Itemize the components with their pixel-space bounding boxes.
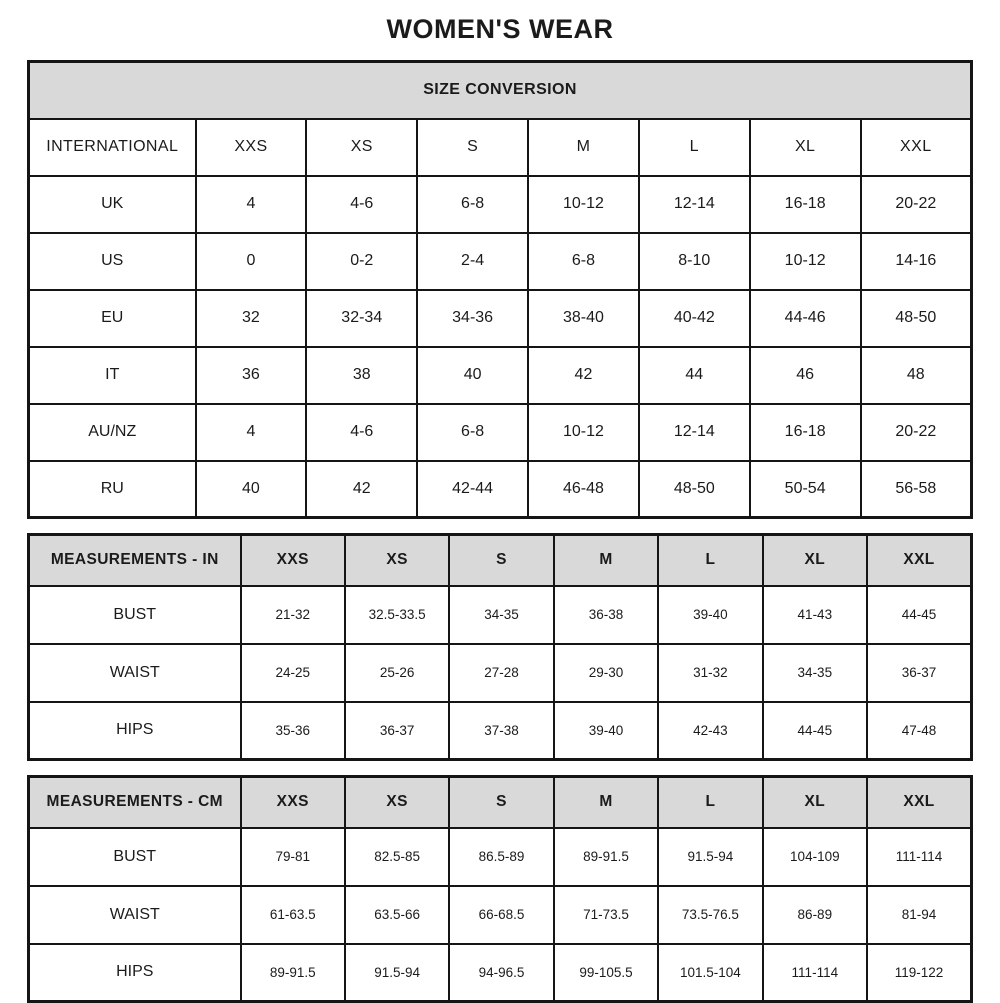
cell-value: 44-45: [867, 586, 971, 644]
cell-value: 4: [196, 176, 307, 233]
size-column-header: XL: [763, 535, 867, 586]
cell-value: 39-40: [658, 586, 762, 644]
cell-value: 91.5-94: [658, 828, 762, 886]
cell-value: 101.5-104: [658, 944, 762, 1002]
cell-value: 73.5-76.5: [658, 886, 762, 944]
cell-value: 56-58: [861, 461, 972, 518]
size-column-header: XL: [763, 777, 867, 828]
size-column-header: L: [658, 777, 762, 828]
cell-value: 42-44: [417, 461, 528, 518]
size-column-header: XXS: [241, 777, 345, 828]
header-row: [29, 777, 972, 828]
cell-value: 2-4: [417, 233, 528, 290]
row-label: WAIST: [29, 644, 241, 702]
cell-value: 10-12: [528, 176, 639, 233]
row-label: RU: [29, 461, 196, 518]
cell-value: 34-35: [763, 644, 867, 702]
size-column-header: XXS: [196, 119, 307, 176]
cell-value: 34-35: [449, 586, 553, 644]
cell-value: 61-63.5: [241, 886, 345, 944]
cell-value: 50-54: [750, 461, 861, 518]
row-label: HIPS: [29, 702, 241, 760]
row-label: EU: [29, 290, 196, 347]
cell-value: 104-109: [763, 828, 867, 886]
cell-value: 42-43: [658, 702, 762, 760]
cell-value: 37-38: [449, 702, 553, 760]
size-column-header: XS: [345, 777, 449, 828]
size-column-header: S: [449, 535, 553, 586]
cell-value: 40: [196, 461, 307, 518]
row-label: WAIST: [29, 886, 241, 944]
data-row: [29, 404, 972, 461]
cell-value: 4: [196, 404, 307, 461]
data-row: [29, 702, 972, 760]
cell-value: 48: [861, 347, 972, 404]
data-row: [29, 461, 972, 518]
header-row: [29, 119, 972, 176]
data-row: [29, 944, 972, 1002]
data-row: [29, 828, 972, 886]
cell-value: 89-91.5: [241, 944, 345, 1002]
data-row: [29, 644, 972, 702]
cell-value: 44-45: [763, 702, 867, 760]
cell-value: 111-114: [867, 828, 971, 886]
cell-value: 36: [196, 347, 307, 404]
measurements-in-table-body: [29, 535, 972, 760]
row-label: HIPS: [29, 944, 241, 1002]
data-row: [29, 586, 972, 644]
cell-value: 119-122: [867, 944, 971, 1002]
data-row: [29, 290, 972, 347]
cell-value: 4-6: [306, 176, 417, 233]
cell-value: 41-43: [763, 586, 867, 644]
cell-value: 48-50: [861, 290, 972, 347]
cell-value: 24-25: [241, 644, 345, 702]
cell-value: 25-26: [345, 644, 449, 702]
cell-value: 89-91.5: [554, 828, 658, 886]
cell-value: 94-96.5: [449, 944, 553, 1002]
page-title: WOMEN'S WEAR: [386, 14, 614, 44]
cell-value: 71-73.5: [554, 886, 658, 944]
size-column-header: XXL: [867, 535, 971, 586]
size-conversion-table: [27, 60, 973, 519]
cell-value: 27-28: [449, 644, 553, 702]
cell-value: 10-12: [750, 233, 861, 290]
size-column-header: XXL: [861, 119, 972, 176]
row-label-header: INTERNATIONAL: [29, 119, 196, 176]
cell-value: 16-18: [750, 404, 861, 461]
size-column-header: L: [639, 119, 750, 176]
cell-value: 8-10: [639, 233, 750, 290]
cell-value: 91.5-94: [345, 944, 449, 1002]
cell-value: 82.5-85: [345, 828, 449, 886]
row-label: BUST: [29, 828, 241, 886]
cell-value: 42: [528, 347, 639, 404]
cell-value: 79-81: [241, 828, 345, 886]
cell-value: 6-8: [417, 176, 528, 233]
cell-value: 40: [417, 347, 528, 404]
cell-value: 21-32: [241, 586, 345, 644]
row-label-header: MEASUREMENTS - CM: [29, 777, 241, 828]
size-column-header: XXS: [241, 535, 345, 586]
size-column-header: S: [417, 119, 528, 176]
cell-value: 44-46: [750, 290, 861, 347]
cell-value: 66-68.5: [449, 886, 553, 944]
cell-value: 36-38: [554, 586, 658, 644]
cell-value: 32: [196, 290, 307, 347]
cell-value: 38-40: [528, 290, 639, 347]
cell-value: 44: [639, 347, 750, 404]
cell-value: 20-22: [861, 404, 972, 461]
cell-value: 39-40: [554, 702, 658, 760]
cell-value: 16-18: [750, 176, 861, 233]
cell-value: 4-6: [306, 404, 417, 461]
cell-value: 32.5-33.5: [345, 586, 449, 644]
cell-value: 48-50: [639, 461, 750, 518]
measurements-cm-table-body: [29, 777, 972, 1002]
size-column-header: XL: [750, 119, 861, 176]
cell-value: 99-105.5: [554, 944, 658, 1002]
data-row: [29, 886, 972, 944]
cell-value: 10-12: [528, 404, 639, 461]
cell-value: 6-8: [417, 404, 528, 461]
row-label-header: MEASUREMENTS - IN: [29, 535, 241, 586]
cell-value: 0-2: [306, 233, 417, 290]
cell-value: 40-42: [639, 290, 750, 347]
cell-value: 111-114: [763, 944, 867, 1002]
row-label: US: [29, 233, 196, 290]
size-column-header: XXL: [867, 777, 971, 828]
size-column-header: S: [449, 777, 553, 828]
row-label: UK: [29, 176, 196, 233]
cell-value: 86.5-89: [449, 828, 553, 886]
cell-value: 14-16: [861, 233, 972, 290]
data-row: [29, 347, 972, 404]
size-column-header: M: [528, 119, 639, 176]
size-column-header: M: [554, 535, 658, 586]
data-row: [29, 176, 972, 233]
size-column-header: XS: [345, 535, 449, 586]
row-label: BUST: [29, 586, 241, 644]
size-column-header: M: [554, 777, 658, 828]
cell-value: 36-37: [867, 644, 971, 702]
cell-value: 38: [306, 347, 417, 404]
cell-value: 86-89: [763, 886, 867, 944]
table-caption-row: [29, 62, 972, 119]
cell-value: 46-48: [528, 461, 639, 518]
cell-value: 32-34: [306, 290, 417, 347]
cell-value: 35-36: [241, 702, 345, 760]
header-row: [29, 535, 972, 586]
cell-value: 12-14: [639, 404, 750, 461]
size-column-header: L: [658, 535, 762, 586]
cell-value: 12-14: [639, 176, 750, 233]
cell-value: 47-48: [867, 702, 971, 760]
cell-value: 0: [196, 233, 307, 290]
data-row: [29, 233, 972, 290]
table-caption: SIZE CONVERSION: [29, 62, 972, 119]
cell-value: 42: [306, 461, 417, 518]
cell-value: 29-30: [554, 644, 658, 702]
size-conversion-table-body: [29, 62, 972, 518]
cell-value: 20-22: [861, 176, 972, 233]
cell-value: 34-36: [417, 290, 528, 347]
cell-value: 31-32: [658, 644, 762, 702]
measurements-cm-table: [27, 775, 973, 1003]
measurements-in-table: [27, 533, 973, 761]
row-label: IT: [29, 347, 196, 404]
size-column-header: XS: [306, 119, 417, 176]
cell-value: 81-94: [867, 886, 971, 944]
cell-value: 63.5-66: [345, 886, 449, 944]
cell-value: 46: [750, 347, 861, 404]
row-label: AU/NZ: [29, 404, 196, 461]
cell-value: 36-37: [345, 702, 449, 760]
cell-value: 6-8: [528, 233, 639, 290]
